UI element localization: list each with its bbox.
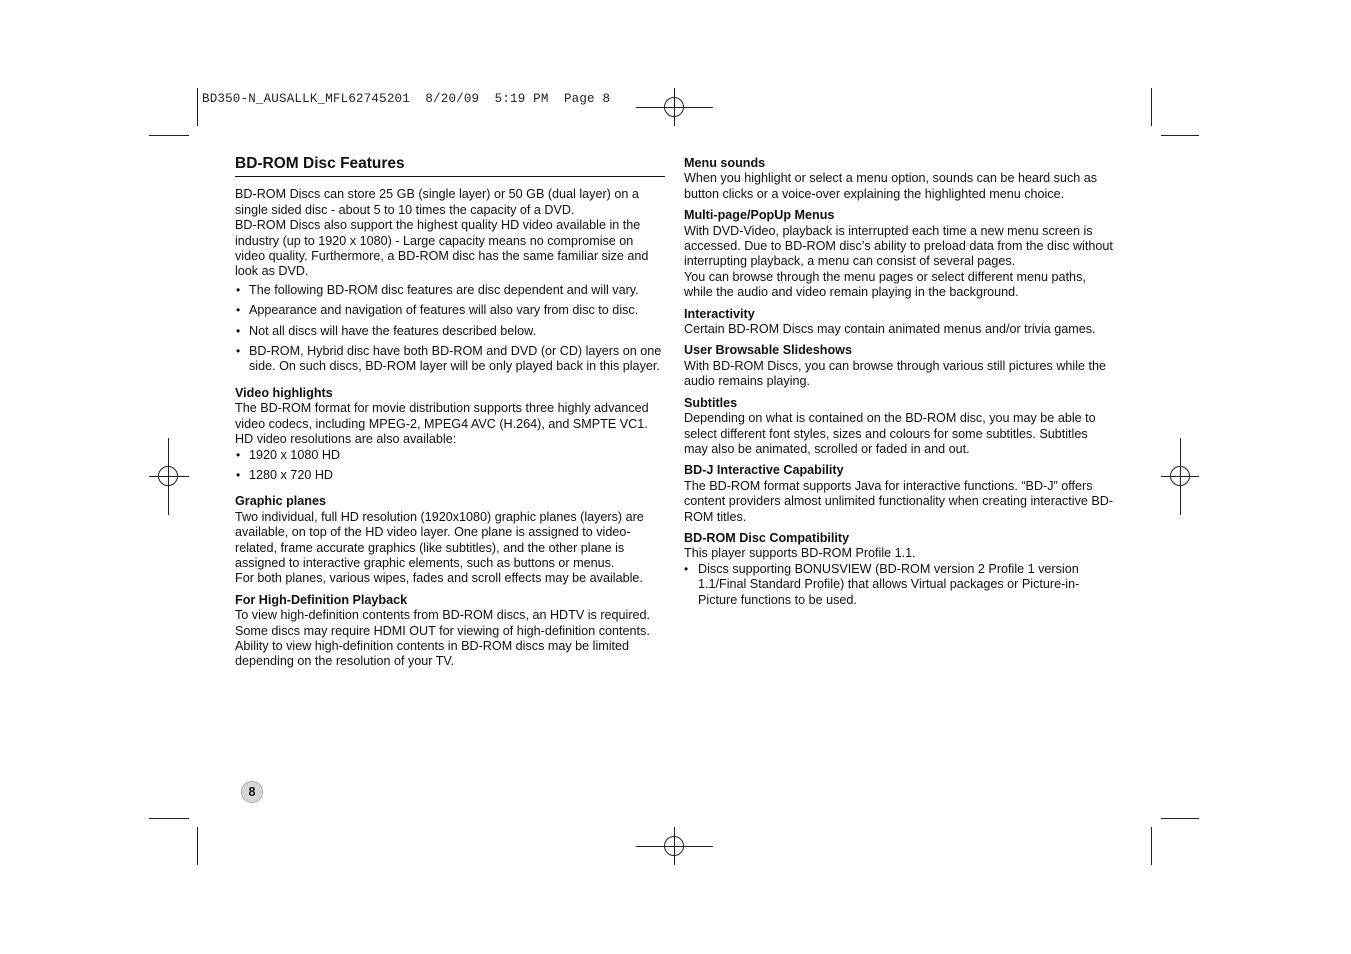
left-column — [235, 156, 665, 670]
intro-paragraph-2: BD-ROM Discs also support the highest quality HD video available in the industry (up to 1920 x 1080) - Large capacity means no compromise on video quality. Furthermore, a BD-ROM disc has the same familiar size and look as DVD. — [235, 218, 649, 279]
list-item: • Discs supporting BONUSVIEW (BD-ROM version 2 Profile 1 version 1.1/Final Standard Profile) that allows Virtual packages or Picture-in-Picture functions to be used. — [684, 562, 1114, 608]
resolution-list — [235, 448, 665, 484]
interactivity-text: Certain BD-ROM Discs may contain animated menus and/or trivia games. — [684, 322, 1096, 337]
bdj-text: The BD-ROM format supports Java for interactive functions. “BD-J” offers content providers almost unlimited functionality when creating interactive BD-ROM titles. — [684, 478, 1114, 524]
menu-sounds-text: When you highlight or select a menu option, sounds can be heard such as button clicks or a voice-over explaining the highlighted menu choice. — [684, 171, 1098, 201]
interactivity-heading: Interactivity — [684, 306, 755, 321]
menu-sounds-heading: Menu sounds — [684, 156, 766, 170]
graphic-planes-text: Two individual, full HD resolution (1920x1080) graphic planes (layers) are available, on top of the HD video layer. One plane is assigned to video-related, frame accurate graphics (like subtitles), and the other plane is assigned to interactive graphic elements, such as buttons or menus. — [235, 509, 644, 570]
compatibility-list — [684, 562, 1114, 608]
section-title: BD-ROM Disc Features — [235, 156, 665, 177]
page-number-badge: 8 — [241, 781, 263, 803]
list-item: • Not all discs will have the features described below. — [235, 324, 665, 339]
intro-paragraph-1: BD-ROM Discs can store 25 GB (single layer) or 50 GB (dual layer) on a single sided disc - about 5 to 10 times the capacity of a DVD. — [235, 187, 639, 217]
list-item: • 1920 x 1080 HD — [235, 448, 665, 463]
slideshows-text: With BD-ROM Discs, you can browse through various still pictures while the audio remains playing. — [684, 358, 1107, 389]
bdj-heading: BD-J Interactive Capability — [684, 463, 844, 478]
graphic-planes-text-2: For both planes, various wipes, fades and scroll effects may be available. — [235, 571, 643, 586]
graphic-planes-heading: Graphic planes — [235, 494, 326, 509]
video-highlights-text: The BD-ROM format for movie distribution supports three highly advanced video codecs, including MPEG-2, MPEG4 AVC (H.264), and SMPTE VC1. HD video resolutions are also available: — [235, 401, 649, 447]
subtitles-heading: Subtitles — [684, 395, 738, 410]
video-highlights-heading: Video highlights — [235, 385, 333, 400]
compatibility-heading: BD-ROM Disc Compatibility — [684, 530, 850, 545]
feature-notes-list — [235, 283, 665, 375]
list-item: • BD-ROM, Hybrid disc have both BD-ROM and DVD (or CD) layers on one side. On such discs, BD-ROM layer will be only played back in this player. — [235, 344, 665, 375]
hd-playback-heading: For High-Definition Playback — [235, 592, 408, 607]
list-item: • The following BD-ROM disc features are disc dependent and will vary. — [235, 283, 665, 298]
print-slug-line: BD350-N_AUSALLK_MFL62745201 8/20/09 5:19 PM Page 8 — [202, 92, 611, 106]
multipage-menus-heading: Multi-page/PopUp Menus — [684, 208, 835, 223]
slideshows-heading: User Browsable Slideshows — [684, 343, 852, 358]
list-item: • Appearance and navigation of features will also vary from disc to disc. — [235, 303, 665, 318]
multipage-menus-text-2: You can browse through the menu pages or select different menu paths, while the audio and video remain playing in the background. — [684, 269, 1086, 300]
right-column — [684, 156, 1114, 613]
multipage-menus-text: With DVD-Video, playback is interrupted each time a new menu screen is accessed. Due to BD-ROM disc’s ability to preload data from the disc without interrupting playback, a menu can consist of several pages. — [684, 223, 1113, 269]
list-item: • 1280 x 720 HD — [235, 468, 665, 483]
subtitles-text: Depending on what is contained on the BD-ROM disc, you may be able to select different font styles, sizes and colours for some subtitles. Subtitles may also be animated, scrolled or faded in and out. — [684, 411, 1096, 456]
hd-playback-text: To view high-definition contents from BD-ROM discs, an HDTV is required. Some discs may require HDMI OUT for viewing of high-definition contents. Ability to view high-definition contents in BD-ROM discs may be limited depending on the resolution of your TV. — [235, 608, 651, 669]
compatibility-text: This player supports BD-ROM Profile 1.1. — [684, 546, 916, 561]
